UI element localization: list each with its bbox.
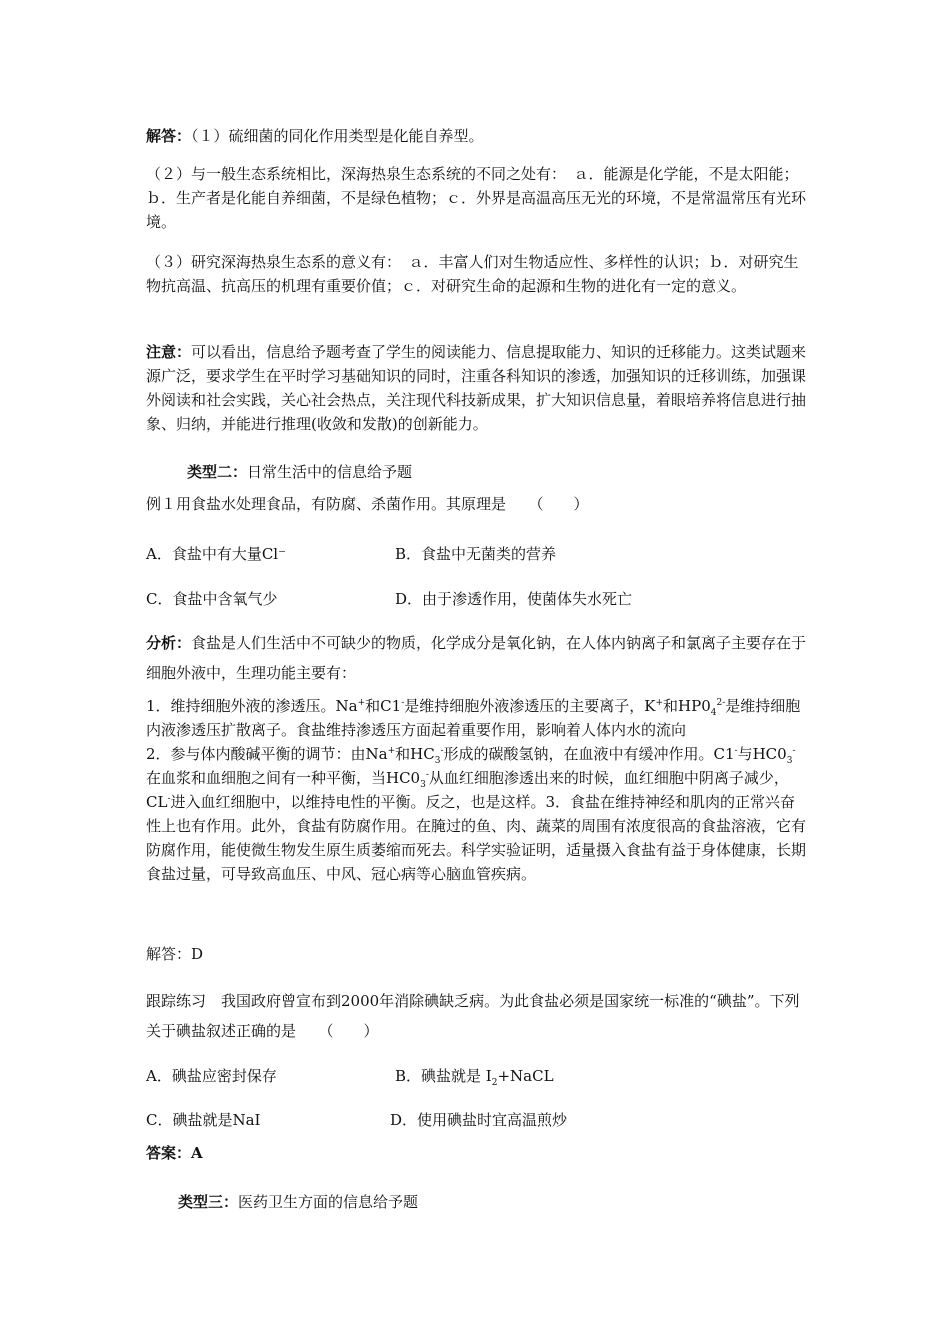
followup-option-a: A．碘盐应密封保存 [146, 1067, 277, 1085]
answer-paragraph-3: （３）研究深海热泉生态系的意义有： ａ．丰富人们对生物适应性、多样性的认识；ｂ．对研究生物抗高温、抗高压的机理有重要价值；ｃ．对研究生命的起源和生物的进化有一定的意义。 [146, 253, 799, 295]
answer-text-1: （１）硫细菌的同化作用类型是化能自养型。 [191, 127, 484, 145]
type2-text: 日常生活中的信息给予题 [247, 463, 413, 481]
note-paragraph [146, 340, 808, 436]
answer-label: 答案： [146, 1144, 192, 1162]
analysis-label: 分析： [146, 634, 192, 652]
answer-label: 解答： [146, 127, 192, 145]
followup-question: 跟踪练习 我国政府曾宣布到2000年消除碘缺乏病。为此食盐必须是国家统一标准的“碘盐”。下列关于碘盐叙述正确的是 （ ） [146, 992, 800, 1040]
type2-label: 类型二： [187, 463, 248, 481]
answer-paragraph-2: （２）与一般生态系统相比，深海热泉生态系统的不同之处有： ａ．能源是化学能，不是太阳能；ｂ．生产者是化能自养细菌，不是绿色植物；ｃ．外界是高温高压无光的环境，不是常温常压有光环境。 [146, 165, 807, 231]
example1-question: 例１用食盐水处理食品，有防腐、杀菌作用。其原理是 （ ） [146, 495, 589, 513]
followup-option-c: C．碘盐就是NaI [146, 1111, 261, 1129]
type3-heading [178, 1190, 778, 1214]
followup-option-d: D．使用碘盐时宜高温煎炒 [390, 1111, 568, 1129]
analysis-point-1: 1．维持细胞外液的渗透压。Na+和C1-是维持细胞外液渗透压的主要离子，K+和$HP0_4^{2-}$是维持细胞内液渗透压扩散离子。食盐维持渗透压方面起着重要作用，影响着人体内水的流向 [146, 697, 801, 739]
answer-value: A [191, 1144, 203, 1162]
note-label: 注意： [146, 343, 192, 361]
type2-heading [187, 460, 787, 484]
type3-text: 医药卫生方面的信息给予题 [238, 1193, 419, 1211]
example1-option-d: D．由于渗透作用，使菌体失水死亡 [395, 590, 633, 608]
example1-option-c: C．食盐中含氧气少 [146, 590, 278, 608]
example1-option-a: A．食盐中有大量Cl⁻ [146, 545, 287, 563]
note-text: 可以看出，信息给予题考查了学生的阅读能力、信息提取能力、知识的迁移能力。这类试题来源广泛，要求学生在平时学习基础知识的同时，注重各科知识的渗透，加强知识的迁移训练，加强课外阅读和社会实践，关心社会热点，关注现代科技新成果，扩大知识信息量，着眼培养将信息进行抽象、归纳，并能进行推理(收敛和发散)的创新能力。 [146, 343, 807, 433]
analysis-point-2: 2．参与体内酸碱平衡的调节：由Na+和$HC_3^-$形成的碳酸氢钠，在血液中有缓冲作用。C1-与$HC0_3^-$在血浆和血细胞之间有一种平衡，当$HC0_3^-$从血红细胞渗透出来的时候，血红细胞中阴离子减少，CL-进入血红细胞中，以维持电性的平衡。反之，也是这样。3．食盐在维持神经和肌肉的正常兴奋性上也有作用。此外，食盐有防腐作用。在腌过的鱼、肉、蔬菜的周围有浓度很高的食盐溶液，它有防腐作用，能使微生物发生原生质萎缩而死去。科学实验证明，适量摄入食盐有益于身体健康，长期食盐过量，可导致高血压、中风、冠心病等心脑血管疾病。 [146, 745, 807, 883]
example1-answer: 解答：D [146, 945, 204, 963]
analysis-intro [146, 628, 808, 688]
followup-answer [146, 1141, 808, 1165]
type3-label: 类型三： [178, 1193, 239, 1211]
example1-option-b: B．食盐中无菌类的营养 [395, 545, 557, 563]
followup-option-b: B．碘盐就是 $I_2+NaCL$ [395, 1067, 554, 1088]
answer-paragraph-1 [146, 124, 808, 148]
analysis-intro-text: 食盐是人们生活中不可缺少的物质，化学成分是氧化钠，在人体内钠离子和氯离子主要存在于细胞外液中，生理功能主要有： [146, 634, 807, 682]
